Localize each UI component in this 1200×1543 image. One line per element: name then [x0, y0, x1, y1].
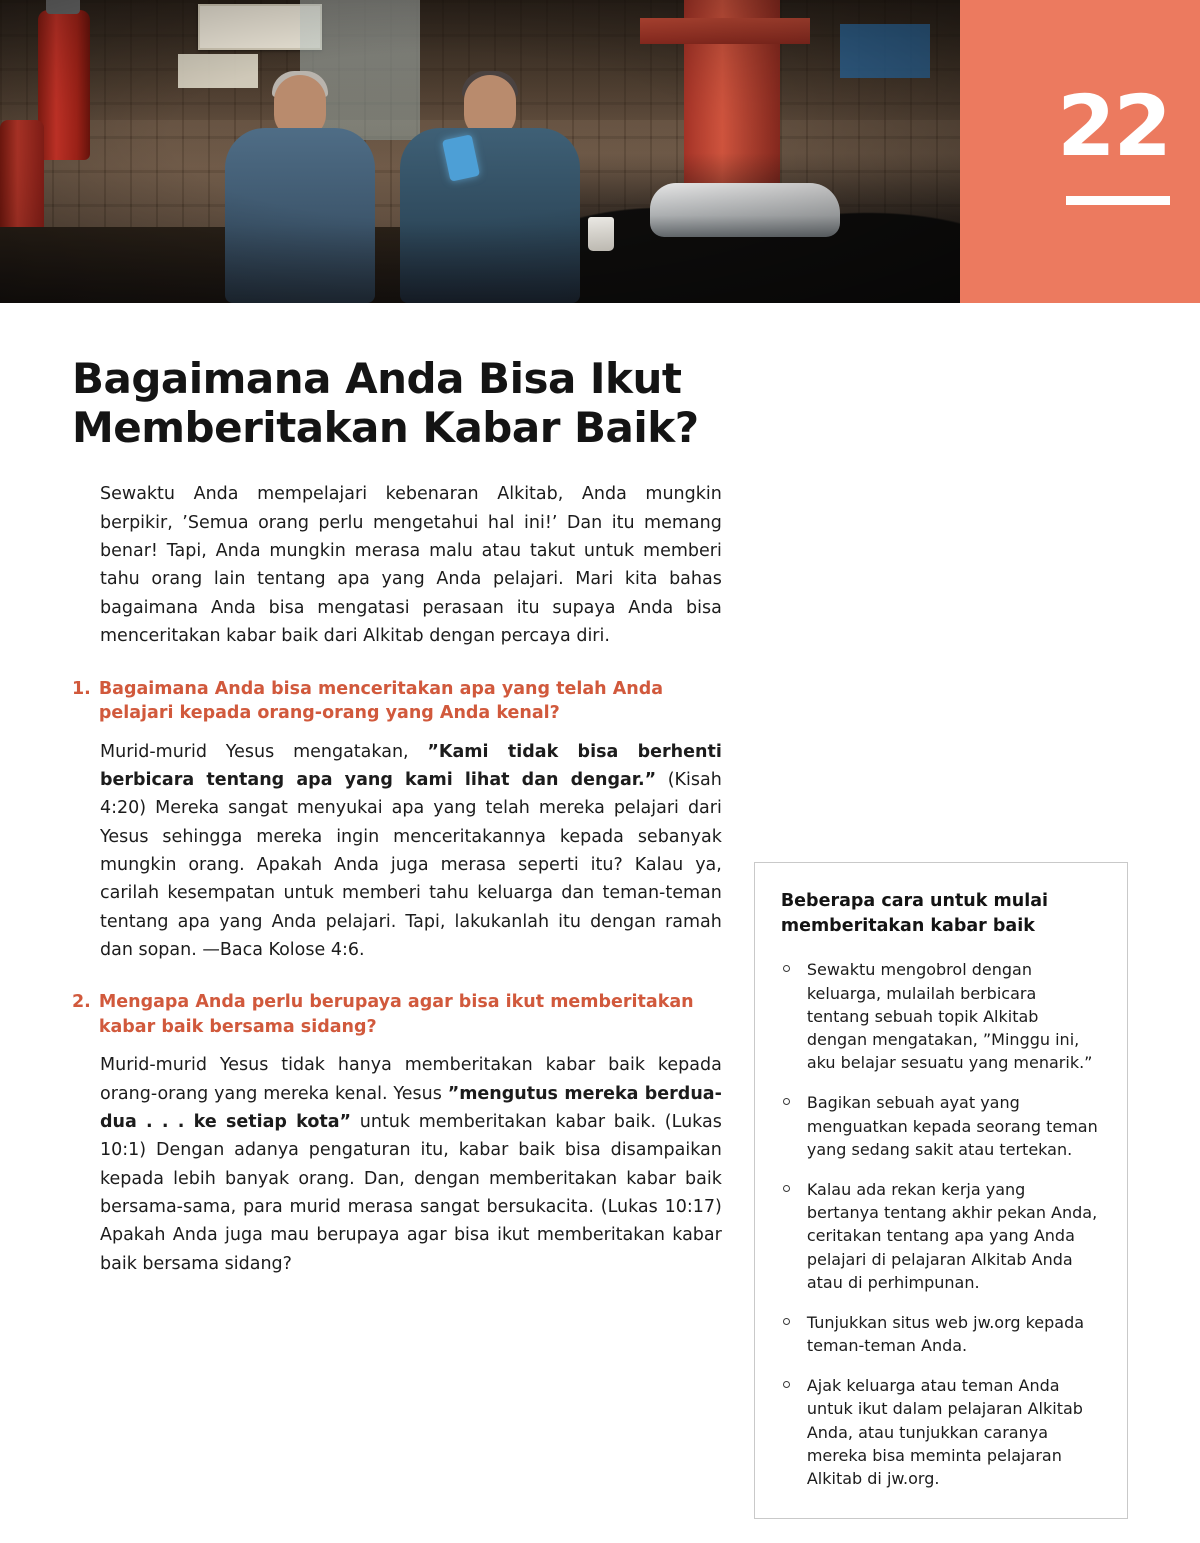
- hero-banner: [0, 0, 1200, 303]
- content-columns: [72, 480, 1128, 1519]
- question-text: Mengapa Anda perlu berupaya agar bisa ikut memberitakan kabar baik bersama sidang?: [98, 992, 694, 1037]
- chapter-number-block: [960, 0, 1200, 303]
- sidebar-list: [781, 958, 1101, 1490]
- hero-photo: [0, 0, 960, 303]
- list-item: [781, 1311, 1101, 1357]
- list-item: [781, 1178, 1101, 1294]
- bullet-icon: [783, 1381, 790, 1388]
- bullet-icon: [783, 1185, 790, 1192]
- list-item: [781, 1091, 1101, 1161]
- main-column: [72, 480, 722, 1278]
- list-item-label: Bagikan sebuah ayat yang menguatkan kepada seorang teman yang sedang sakit atau tertekan.: [806, 1093, 1098, 1159]
- bullet-icon: [783, 1318, 790, 1325]
- list-item-label: Tunjukkan situs web jw.org kepada teman-teman Anda.: [806, 1312, 1085, 1356]
- body-text-run: Murid-murid Yesus tidak hanya memberitakan kabar baik kepada orang-orang yang mereka kenal. Yesus: [100, 1055, 722, 1104]
- page-content: [0, 355, 1200, 1519]
- page-title: Bagaimana Anda Bisa Ikut Memberitakan Kabar Baik?: [72, 354, 699, 452]
- question-number: 2.: [72, 992, 91, 1013]
- bullet-icon: [783, 1098, 790, 1105]
- question-heading-2: [72, 990, 722, 1039]
- list-item-label: Ajak keluarga atau teman Anda untuk ikut dalam pelajaran Alkitab Anda, atau tunjukkan caranya mereka bisa meminta pelajaran Alkitab di jw.org.: [806, 1376, 1083, 1488]
- question-heading-1: [72, 677, 722, 726]
- question-body-2: [72, 1051, 722, 1278]
- question-number: 1.: [72, 678, 91, 699]
- chapter-number: 22: [1057, 77, 1170, 175]
- side-column: [754, 480, 1128, 1519]
- question-block-2: [72, 990, 722, 1278]
- photo-vignette: [0, 0, 960, 303]
- question-text: Bagaimana Anda bisa menceritakan apa yang telah Anda pelajari kepada orang-orang yang Anda kenal?: [98, 678, 664, 723]
- body-text-run: Murid-murid Yesus mengatakan,: [100, 741, 428, 762]
- body-text-run: (Kisah 4:20) Mereka sangat menyukai apa yang telah mereka pelajari dari Yesus sehingga mereka ingin menceritakannya kepada sebanyak mungkin orang. Apakah Anda juga merasa seperti itu? Kalau ya, carilah kesempatan untuk memberi tahu keluarga dan teman-teman tentang apa yang Anda pelajari. Tapi, lakukanlah itu dengan ramah dan sopan. —Baca Kolose 4:6.: [100, 769, 722, 960]
- body-text-run: untuk memberitakan kabar baik. (Lukas 10:1) Dengan adanya pengaturan itu, kabar baik bisa disampaikan kepada lebih banyak orang. Dan, dengan memberitakan kabar baik bersama-sama, para murid merasa sangat bersukacita. (Lukas 10:17) Apakah Anda juga mau berupaya agar bisa ikut memberitakan kabar baik bersama sidang?: [100, 1111, 722, 1274]
- list-item: [781, 958, 1101, 1074]
- question-block-1: [72, 677, 722, 965]
- intro-paragraph: Sewaktu Anda mempelajari kebenaran Alkitab, Anda mungkin berpikir, ’Semua orang perlu mengetahui hal ini!’ Dan itu memang benar! Tapi, Anda mungkin merasa malu atau takut untuk memberi tahu orang lain tentang apa yang Anda pelajari. Mari kita bahas bagaimana Anda bisa mengatasi perasaan itu supaya Anda bisa menceritakan kabar baik dari Alkitab dengan percaya diri.: [100, 484, 722, 647]
- question-body-1: [72, 738, 722, 965]
- quoted-scripture: ”mengutus mereka berdua-dua . . . ke setiap kota”: [100, 1083, 722, 1132]
- sidebar-box: [754, 862, 1128, 1519]
- chapter-number-rule: [1066, 196, 1170, 205]
- list-item-label: Kalau ada rekan kerja yang bertanya tentang akhir pekan Anda, ceritakan tentang apa yang Anda pelajari di pelajaran Alkitab Anda atau di perhimpunan.: [806, 1179, 1098, 1292]
- list-item: [781, 1374, 1101, 1490]
- list-item-label: Sewaktu mengobrol dengan keluarga, mulailah berbicara tentang sebuah topik Alkitab dengan mengatakan, ”Minggu ini, aku belajar sesuatu yang menarik.”: [806, 960, 1093, 1073]
- quoted-scripture: ”Kami tidak bisa berhenti berbicara tentang apa yang kami lihat dan dengar.”: [100, 741, 722, 790]
- sidebar-title: Beberapa cara untuk mulai memberitakan kabar baik: [780, 891, 1049, 936]
- bullet-icon: [783, 965, 790, 972]
